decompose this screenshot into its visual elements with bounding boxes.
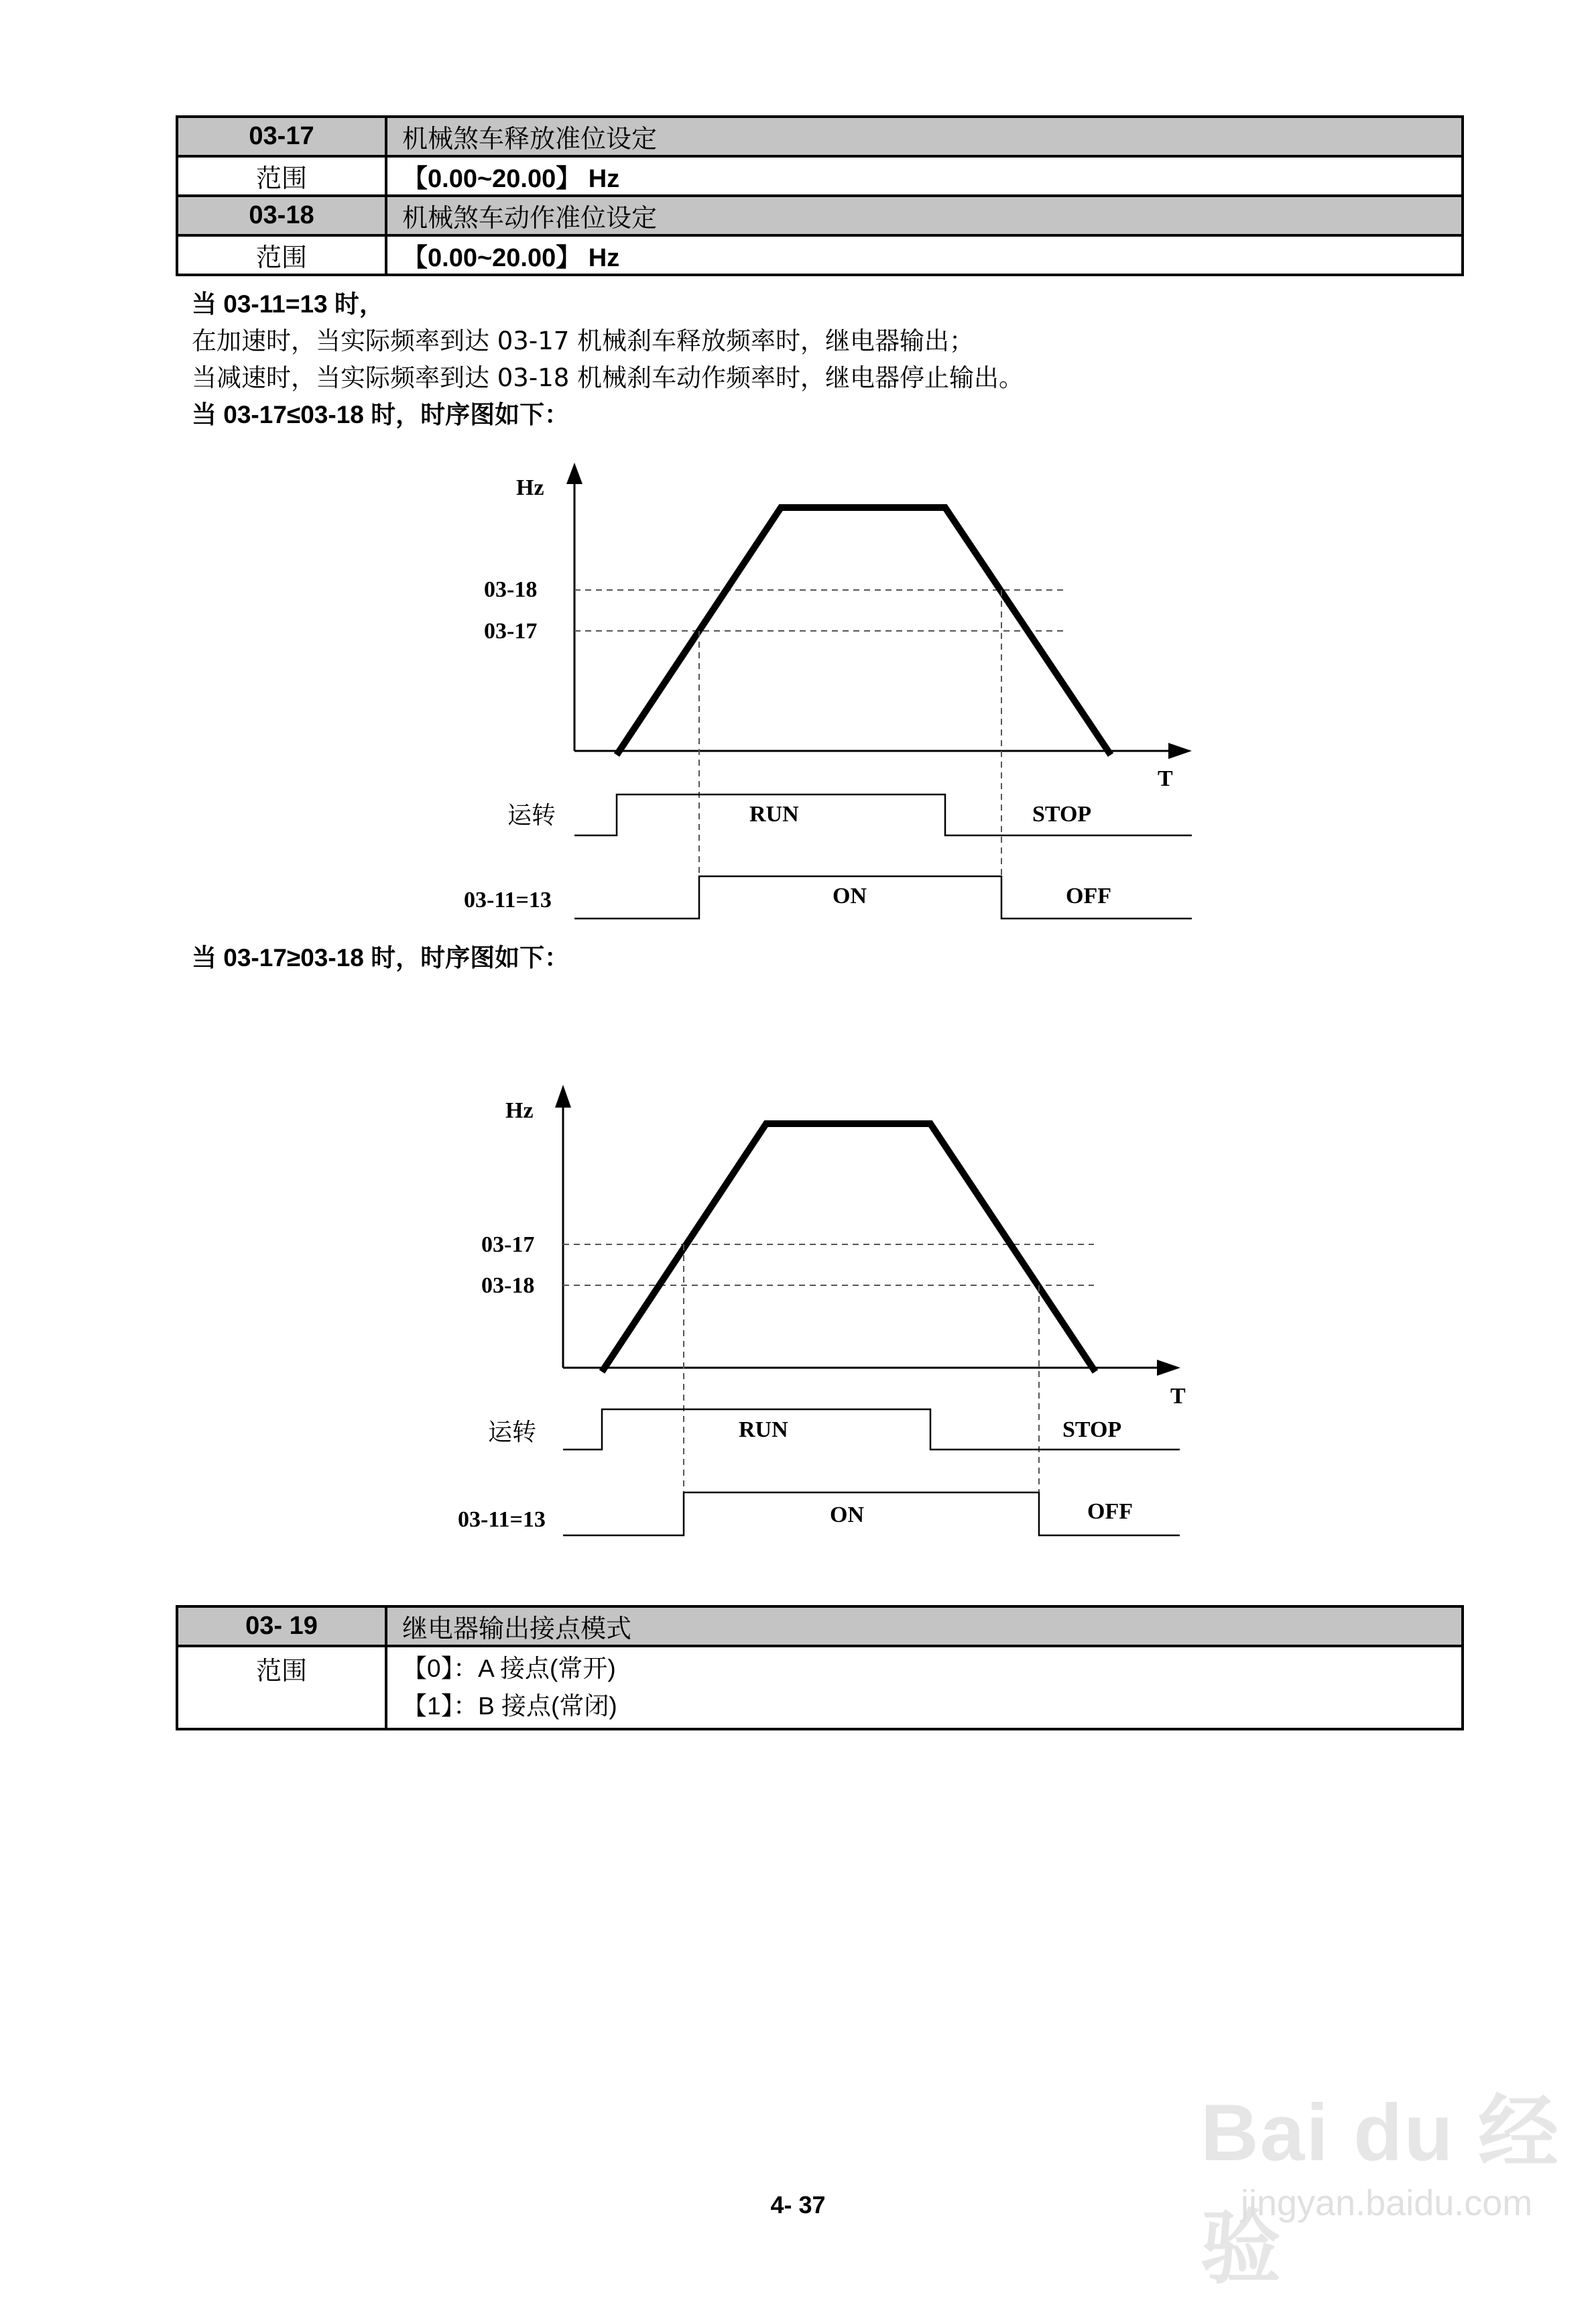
timing-diagram-2 [0, 1046, 1596, 1555]
run-on-label: RUN [739, 1417, 788, 1442]
y-axis-arrow [566, 463, 582, 484]
param-name: 机械煞车释放准位设定 [386, 117, 1463, 156]
range-label: 范围 [177, 1646, 386, 1729]
timing-diagram-1 [0, 443, 1596, 939]
baidu-watermark [1140, 2068, 1569, 2293]
param-code: 03- 19 [177, 1606, 386, 1646]
relay-off-label: OFF [1066, 884, 1111, 908]
diagram2-heading: 当 03-17≥03-18 时，时序图如下： [192, 944, 570, 971]
diagram1-heading: 当 03-17≤03-18 时，时序图如下： [192, 401, 570, 428]
run-signal [574, 794, 1192, 835]
range-row-03-17 [177, 156, 1463, 196]
level-label-upper: 03-17 [481, 1232, 535, 1257]
level-label-lower: 03-18 [481, 1273, 535, 1298]
run-off-label: STOP [1062, 1417, 1122, 1442]
param-name: 继电器输出接点模式 [386, 1606, 1463, 1646]
y-axis-label: Hz [516, 475, 544, 500]
x-axis-arrow [1168, 743, 1192, 759]
option-0: 【0】：A 接点(常开) [402, 1655, 616, 1682]
frequency-curve [602, 1124, 1095, 1372]
param-name: 机械煞车动作准位设定 [386, 196, 1463, 235]
range-label: 范围 [177, 156, 386, 196]
level-label-lower: 03-17 [484, 619, 538, 644]
relay-on-label: ON [833, 884, 867, 908]
range-value: 【0.00~20.00】 Hz [386, 235, 1463, 275]
run-on-label: RUN [749, 802, 799, 827]
relay-off-label: OFF [1087, 1499, 1133, 1524]
parameter-table-03-17-03-18 [176, 115, 1464, 276]
param-row-03-19 [177, 1606, 1463, 1646]
x-axis-label: T [1170, 1384, 1186, 1409]
x-axis-label: T [1158, 766, 1173, 791]
y-axis-arrow [555, 1085, 571, 1108]
condition-line: 当 03-11=13 时， [192, 290, 384, 318]
param-row-03-17 [177, 117, 1463, 156]
relay-on-label: ON [830, 1502, 864, 1527]
run-off-label: STOP [1032, 802, 1092, 827]
range-row-03-19 [177, 1646, 1463, 1729]
level-label-upper: 03-18 [484, 577, 538, 602]
x-axis-arrow [1157, 1360, 1180, 1376]
run-row-label: 运转 [488, 1419, 537, 1446]
relay-row-label: 03-11=13 [458, 1507, 546, 1532]
run-row-label: 运转 [507, 802, 556, 829]
parameter-table-03-19 [176, 1605, 1464, 1730]
watermark-logo: Bai du 经验 [1201, 2088, 1560, 2293]
decel-description: 当减速时，当实际频率到达 03-18 机械刹车动作频率时，继电器停止输出。 [192, 363, 1024, 392]
param-code: 03-18 [177, 196, 386, 235]
param-row-03-18 [177, 196, 1463, 235]
range-row-03-18 [177, 235, 1463, 275]
accel-description: 在加速时，当实际频率到达 03-17 机械刹车释放频率时，继电器输出； [192, 327, 975, 355]
page-number: 4- 37 [770, 2191, 826, 2219]
watermark-url: jingyan.baidu.com [1241, 2183, 1533, 2223]
y-axis-label: Hz [505, 1098, 534, 1123]
param-code: 03-17 [177, 117, 386, 156]
range-value: 【0.00~20.00】 Hz [386, 156, 1463, 196]
range-label: 范围 [177, 235, 386, 275]
relay-row-label: 03-11=13 [464, 888, 552, 912]
range-options [386, 1646, 1463, 1729]
option-1: 【1】：B 接点(常闭) [402, 1692, 617, 1720]
